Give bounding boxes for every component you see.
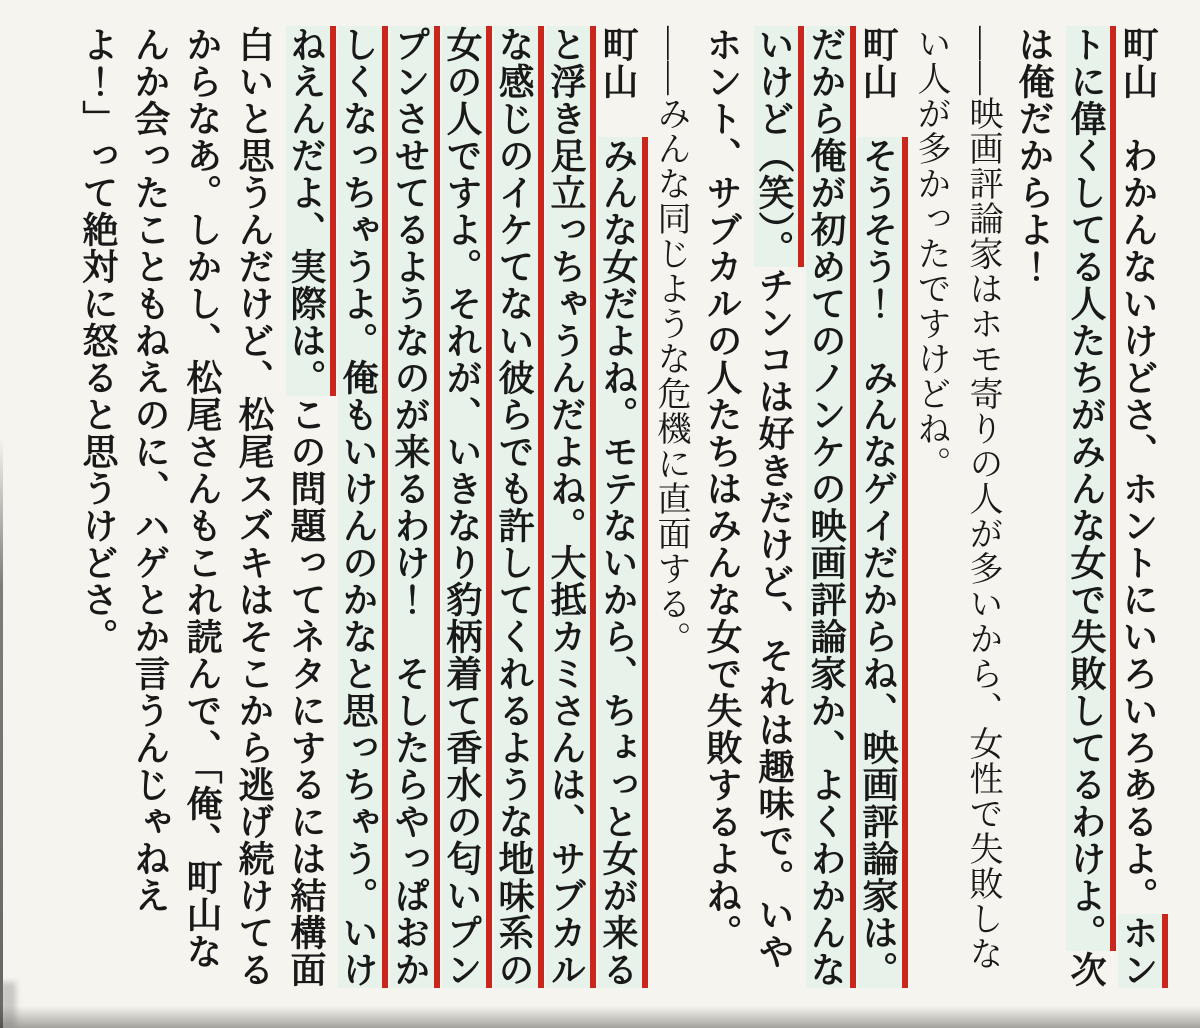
scan-gutter-line xyxy=(0,438,3,1028)
speaker-name: 町山 xyxy=(1118,26,1159,100)
speech-text: みんな同じような危機に直面する。 xyxy=(652,96,689,656)
speaker-name: 町山 xyxy=(598,26,639,100)
scan-smudge-bottom-left xyxy=(0,982,16,1028)
dialogue-paragraph-1 xyxy=(1008,26,1164,1004)
interviewer-dash: ―― xyxy=(652,26,689,96)
dialogue-paragraph-2 xyxy=(904,26,1008,1004)
speech-text: この問題ってネタにするには結構面白いと思うんだけど、松尾スズキはそこから逃げ続けてるからなあ。しかし、松尾さんもこれ読んで、「俺、町山なんか会ったこともねえのに、ハゲとか言うんじゃねえよ！」って絶対に怒ると思うけどさ。 xyxy=(78,26,327,988)
dialogue-paragraph-3 xyxy=(696,26,904,1004)
scan-shadow-bottom xyxy=(0,1006,1200,1028)
interview-text-block xyxy=(72,26,1164,1004)
speech-text: 映画評論家はホモ寄りの人が多いから、女性で失敗しない人が多かったですけどね。 xyxy=(912,26,1001,971)
interviewer-dash: ―― xyxy=(964,26,1001,96)
emphasized-text: みんな女だよね。モテないから、ちょっと女が来ると浮き足立っちゃうんだよね。大抵カミさんは、サブカルな感じのイケてない彼らでも許してくれるような地味系の女の人ですよ。それが、いきなり豹柄着て香水の匂いプンプンさせてるようなのが来るわけ！ そしたらやっぱおかしくなっちゃうよ。俺もいけんのかなと思っちゃう。いけねえんだよ、実際は。 xyxy=(286,26,648,988)
speech-text: 次は俺だからよ！ xyxy=(1014,26,1107,988)
dialogue-paragraph-4 xyxy=(644,26,696,1004)
emphasized-text: ホントに偉くしてる人たちがみんな女で失敗してるわけよ。 xyxy=(1066,26,1168,988)
dialogue-paragraph-5 xyxy=(72,26,644,1004)
speech-text: チンコは好きだけど、それは趣味で。いやホント、サブカルの人たちはみんな女で失敗するよね。 xyxy=(702,26,795,970)
emphasized-text: そうそう！ みんなゲイだからね、映画評論家は。だから俺が初めてのノンケの映画評論家か、よくわかんないけど（笑）。 xyxy=(754,26,908,988)
speech-text: わかんないけどさ、ホントにいろいろあるよ。 xyxy=(1118,137,1159,914)
speaker-name: 町山 xyxy=(858,26,899,100)
